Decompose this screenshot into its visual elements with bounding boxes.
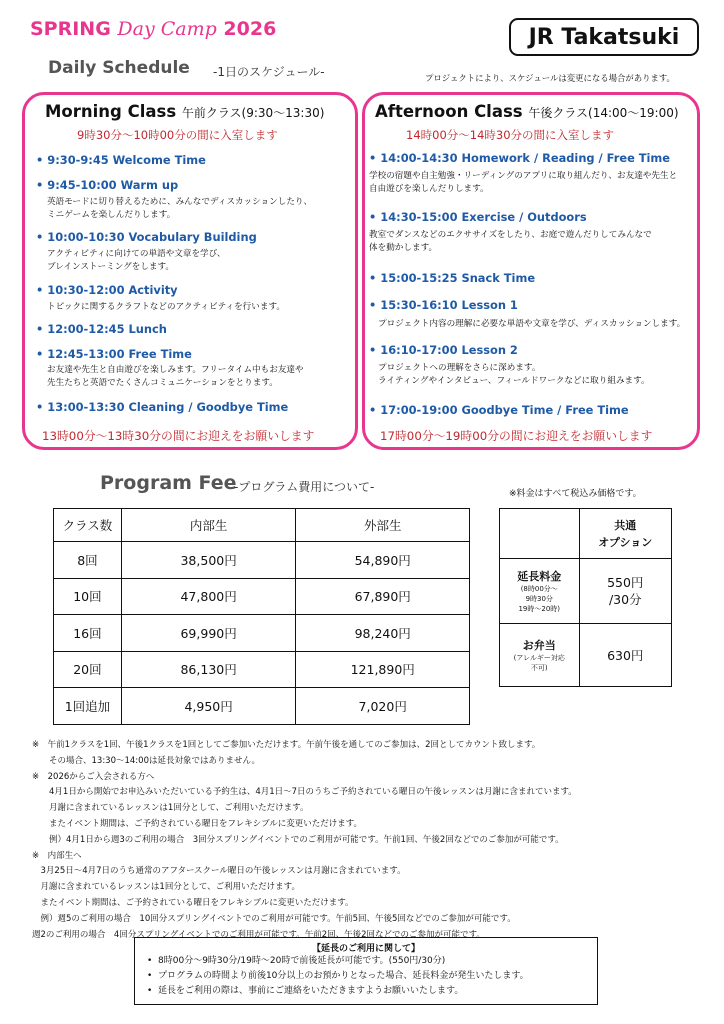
table-cell: 10回 [54, 578, 122, 615]
schedule-heading: Daily Schedule [48, 58, 190, 78]
table-row [54, 651, 470, 688]
schedule-note: プロジェクトにより、スケジュールは変更になる場合があります。 [425, 73, 675, 83]
bento-price: 630円 [579, 624, 672, 687]
table-row [500, 559, 672, 624]
col-header: クラス数 [54, 509, 122, 542]
morning-item-desc: トピックに関するクラフトなどのアクティビティを行います。 [47, 302, 285, 312]
table-cell: 38,500円 [121, 542, 296, 579]
ext-fee-price: 550円 /30分 [579, 559, 672, 624]
extension-bullet: • 延長をご利用の際は、事前にご連絡をいただきますようお願いいたします。 [147, 986, 464, 996]
table-cell: 4,950円 [121, 688, 296, 725]
afternoon-item: • 15:00-15:25 Snack Time [369, 271, 536, 285]
options-corner [500, 509, 580, 559]
table-row [54, 688, 470, 725]
extension-box [134, 937, 598, 1005]
morning-item-desc: 英語モードに切り替えるために、みんなでディスカッションしたり、 ミニゲームを楽しんだりします。 [47, 197, 313, 220]
table-row [54, 578, 470, 615]
notes-section [32, 738, 577, 943]
morning-item-desc: お友達や先生と自由遊びを楽しみます。フリータイム中もお友達や 先生たちと英語でたくさんコミュニケーションをとります。 [47, 365, 304, 388]
note-line: 例）4月1日から週3のご利用の場合 3回分スプリングイベントでのご利用が可能です。午前1回、午後2回などでのご参加が可能です。 [32, 834, 564, 845]
ext-fee-label: 延長料金 (8時00分〜 9時30分 19時〜20時) [500, 559, 580, 624]
table-cell: 8回 [54, 542, 122, 579]
note-line: 例）週5のご利用の場合 10回分スプリングイベントでのご利用が可能です。午前5回、午後5回などでのご参加が可能です。 [32, 913, 516, 924]
table-row [500, 624, 672, 687]
table-cell: 7,020円 [296, 688, 470, 725]
note-line: またイベント期間は、ご予約されている曜日をフレキシブルに変更いただけます。 [32, 897, 354, 908]
table-cell: 98,240円 [296, 615, 470, 652]
note-line: 週2のご利用の場合 4回分スプリングイベントでのご利用が可能です。午前2回、午後2回などでのご参加が可能です。 [32, 929, 485, 940]
extension-bullet: • 8時00分〜9時30分/19時〜20時で前後延長が可能です。(550円/30分) [147, 956, 446, 966]
afternoon-pickup: 17時00分〜19時00分の間にお迎えをお願いします [380, 429, 653, 443]
morning-item: • 9:30-9:45 Welcome Time [36, 153, 206, 167]
afternoon-item: • 15:30-16:10 Lesson 1 [369, 298, 518, 312]
morning-time: 午前クラス(9:30〜13:30) [181, 106, 325, 120]
morning-entry: 9時30分〜10時00分の間に入室します [77, 128, 278, 142]
afternoon-entry: 14時00分〜14時30分の間に入室します [406, 128, 615, 142]
morning-title-text: Morning Class [45, 102, 177, 121]
col-header: 外部生 [296, 509, 470, 542]
afternoon-item-desc: プロジェクトへの理解をさらに深めます。 ライティングやインタビュー、フィールドワークなどに取り組みます。 [378, 363, 650, 386]
camp-title [30, 18, 276, 40]
table-cell: 47,800円 [121, 578, 296, 615]
afternoon-item: • 14:00-14:30 Homework / Reading / Free Time [369, 151, 671, 165]
morning-item: • 13:00-13:30 Cleaning / Goodbye Time [36, 400, 289, 414]
afternoon-item: • 17:00-19:00 Goodbye Time / Free Time [369, 403, 629, 417]
note-line: 3月25日〜4月7日のうち通常のアフタースクール曜日の午後レッスンは月謝に含まれています。 [32, 866, 406, 877]
afternoon-item-desc: 教室でダンスなどのエクササイズをしたり、お庭で遊んだりしてみんなで 体を動かします。 [369, 230, 652, 253]
fee-table-header [54, 509, 470, 542]
note-line: 月謝に含まれているレッスンは1回分として、ご利用いただけます。 [32, 803, 309, 814]
morning-item: • 12:45-13:00 Free Time [36, 347, 192, 361]
fee-table [53, 508, 470, 725]
fee-heading: Program Fee [100, 472, 237, 494]
morning-item: • 10:00-10:30 Vocabulary Building [36, 230, 257, 244]
col-header: 内部生 [121, 509, 296, 542]
bento-label: お弁当 (アレルギー対応 不可) [500, 624, 580, 687]
title-spring: SPRING [30, 18, 118, 40]
options-header: 共通 オプション [579, 509, 672, 559]
options-header-row [500, 509, 672, 559]
table-row [54, 542, 470, 579]
extension-bullet: • プログラムの時間より前後10分以上のお預かりとなった場合、延長料金が発生いたします。 [147, 971, 529, 981]
table-cell: 1回追加 [54, 688, 122, 725]
morning-item: • 12:00-12:45 Lunch [36, 322, 167, 336]
fee-subheading: -プログラム費用について- [234, 480, 375, 494]
table-cell: 16回 [54, 615, 122, 652]
afternoon-title [375, 102, 679, 121]
table-cell: 54,890円 [296, 542, 470, 579]
schedule-subheading: -1日のスケジュール- [213, 65, 325, 79]
morning-pickup: 13時00分〜13時30分の間にお迎えをお願いします [42, 429, 315, 443]
title-year: 2026 [216, 18, 277, 40]
afternoon-title-text: Afternoon Class [375, 102, 523, 121]
note-line: またイベント期間は、ご予約されている曜日をフレキシブルに変更いただけます。 [32, 818, 363, 829]
table-cell: 20回 [54, 651, 122, 688]
afternoon-item-desc: プロジェクト内容の理解に必要な単語や文章を学び、ディスカッションします。 [378, 319, 686, 329]
location-badge: JR Takatsuki [509, 18, 699, 56]
afternoon-item: • 14:30-15:00 Exercise / Outdoors [369, 210, 587, 224]
note-line: ※ 2026からご入会される方へ [32, 771, 155, 782]
table-cell: 67,890円 [296, 578, 470, 615]
note-line: 4月1日から開始でお申込みいただいている予約生は、4月1日〜7日のうちご予約されている曜日の午後レッスンは月謝に含まれています。 [32, 787, 577, 798]
options-table [499, 508, 672, 687]
note-line: その場合、13:30〜14:00は延長対象ではありません。 [32, 755, 261, 766]
morning-title [45, 102, 324, 121]
extension-title: 【延長のご利用に関して】 [311, 944, 420, 954]
morning-item-desc: アクティビティに向けての単語や文章を学び、 ブレインストーミングをします。 [47, 249, 226, 272]
morning-item: • 9:45-10:00 Warm up [36, 178, 179, 192]
morning-item: • 10:30-12:00 Activity [36, 283, 178, 297]
note-line: 月謝に含まれているレッスンは1回分として、ご利用いただけます。 [32, 882, 300, 893]
table-cell: 121,890円 [296, 651, 470, 688]
table-cell: 86,130円 [121, 651, 296, 688]
title-day-camp: Day Camp [117, 18, 217, 40]
table-row [54, 615, 470, 652]
afternoon-time: 午後クラス(14:00〜19:00) [528, 106, 679, 120]
tax-note: ※料金はすべて税込み価格です。 [509, 489, 642, 499]
table-cell: 69,990円 [121, 615, 296, 652]
note-line: ※ 午前1クラスを1回、午後1クラスを1回としてご参加いただけます。午前午後を通してのご参加は、2回としてカウント致します。 [32, 740, 541, 750]
afternoon-item-desc: 学校の宿題や自主勉強・リーディングのアプリに取り組んだり、お友達や先生と 自由遊びを楽しんだりします。 [369, 171, 678, 194]
note-line: ※ 内部生へ [32, 850, 82, 861]
afternoon-item: • 16:10-17:00 Lesson 2 [369, 343, 518, 357]
